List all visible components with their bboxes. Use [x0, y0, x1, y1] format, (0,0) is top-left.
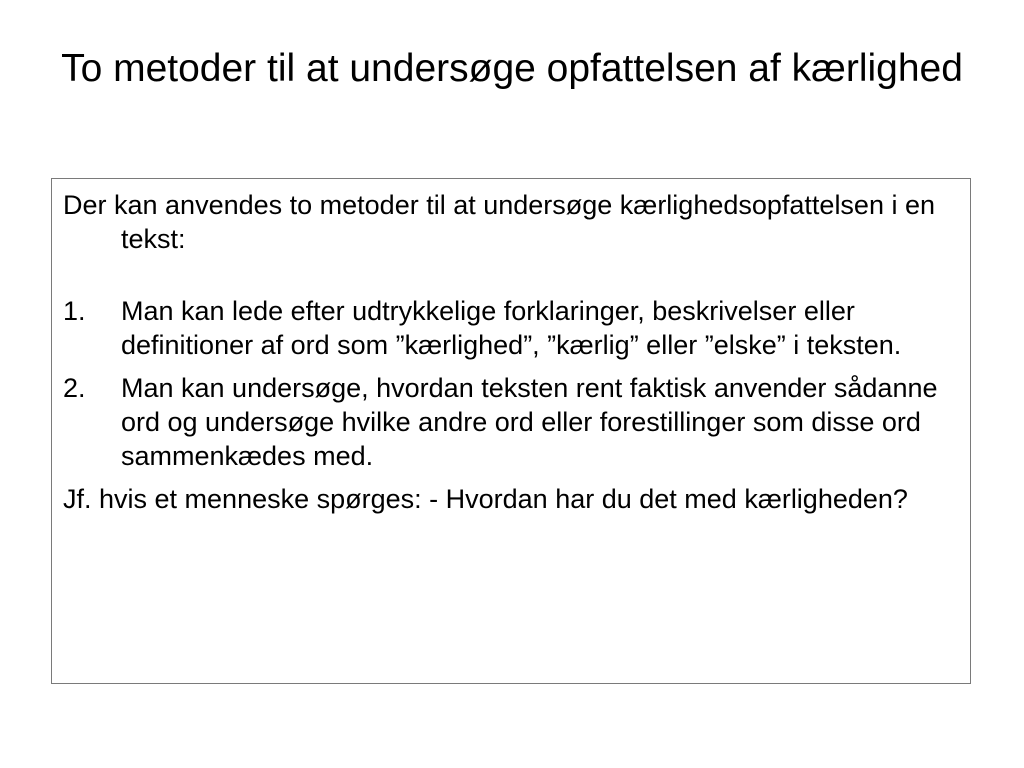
closing-text: Jf. hvis et menneske spørges: - Hvordan har du det med kærligheden?	[63, 484, 908, 514]
spacer	[63, 256, 958, 294]
spacer	[63, 362, 958, 371]
slide-title: To metoder til at undersøge opfattelsen af kærlighed	[61, 47, 963, 90]
list-text: Man kan lede efter udtrykkelige forklaringer, beskrivelser eller definitioner af ord som ”kærlighed”, ”kærlig” eller ”elske” i teksten.	[121, 296, 902, 360]
list-item	[63, 294, 958, 362]
list-number: 2.	[63, 373, 86, 403]
spacer	[63, 473, 958, 482]
content-box	[51, 178, 971, 684]
list-item	[63, 371, 958, 473]
list-number: 1.	[63, 296, 86, 326]
intro-text: Der kan anvendes to metoder til at undersøge kærlighedsopfattelsen i en tekst:	[63, 190, 936, 254]
list-text: Man kan undersøge, hvordan teksten rent faktisk anvender sådanne ord og undersøge hvilke andre ord eller forestillinger som disse ord sammenkædes med.	[121, 373, 938, 471]
